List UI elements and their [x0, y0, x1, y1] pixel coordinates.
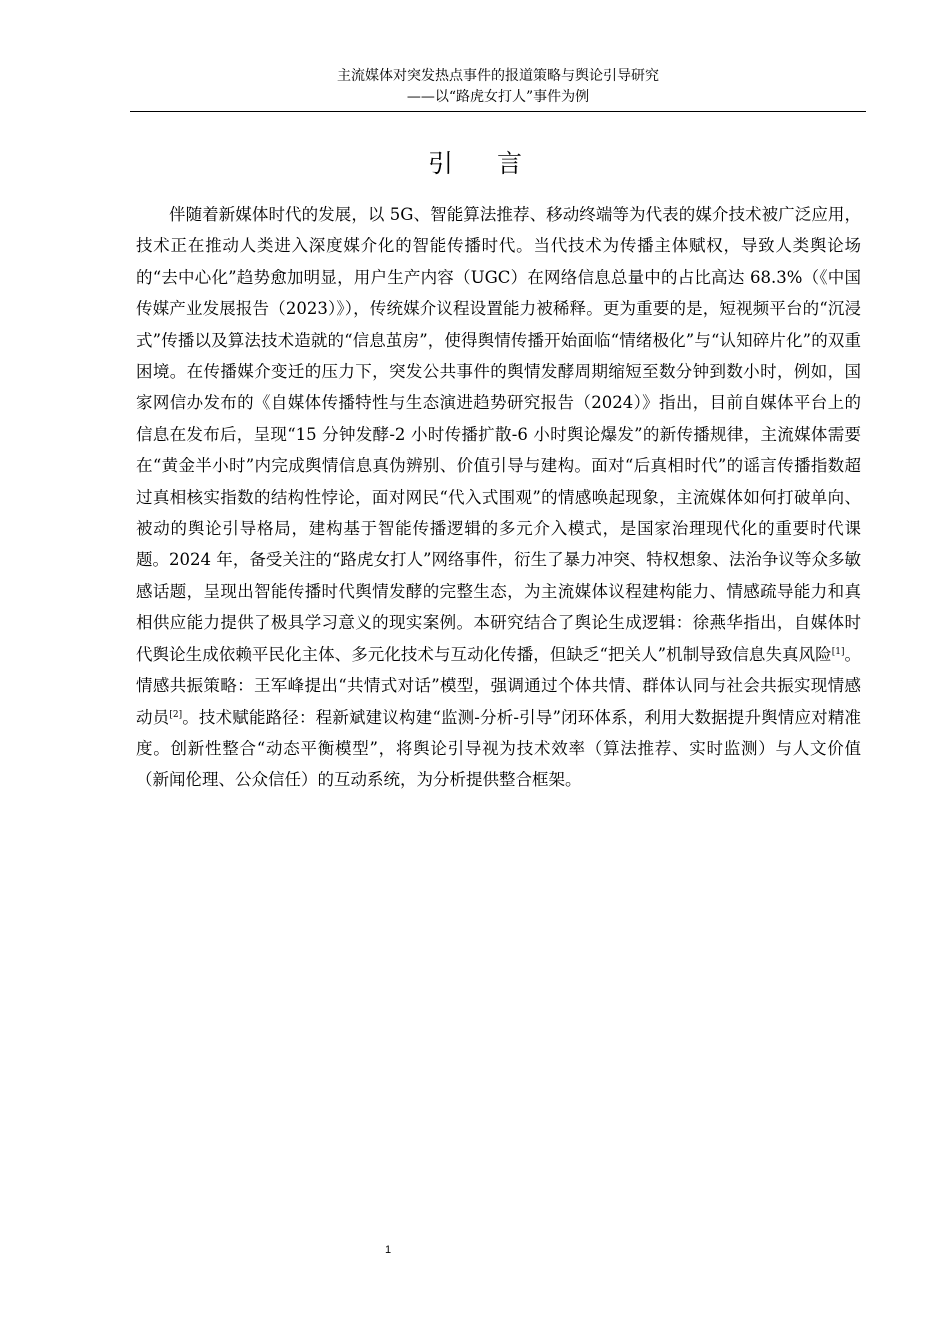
body-paragraph: [136, 199, 861, 796]
section-title-char-2: 言: [497, 149, 523, 178]
section-title: [0, 148, 950, 180]
header-title-line: 主流媒体对突发热点事件的报道策略与舆论引导研究: [337, 68, 659, 84]
page-number: 1: [384, 1244, 392, 1256]
citation-ref-1[interactable]: [1]: [831, 646, 845, 657]
citation-ref-2[interactable]: [2]: [169, 709, 183, 720]
body-text-part-3: 。技术赋能路径：程新斌建议构建“监测-分析-引导”闭环体系，利用大数据提升舆情应对精准度。创新性整合“动态平衡模型”，将舆论引导视为技术效率（算法推荐、实时监测）与人文价值（新闻伦理、公众信任）的互动系统，为分析提供整合框架。: [136, 707, 861, 790]
body-text-part-1: 伴随着新媒体时代的发展，以 5G、智能算法推荐、移动终端等为代表的媒介技术被广泛应用，技术正在推动人类进入深度媒介化的智能传播时代。当代技术为传播主体赋权，导致人类舆论场的“去中心化”趋势愈加明显，用户生产内容（UGC）在网络信息总量中的占比高达 68.3%（《中国传媒产业发展报告（2023）》），传统媒介议程设置能力被稀释。更为重要的是，短视频平台的“沉浸式”传播以及算法技术造就的“信息茧房”，使得舆情传播开始面临“情绪极化”与“认知碎片化”的双重困境。在传播媒介变迁的压力下，突发公共事件的舆情发酵周期缩短至数分钟到数小时，例如，国家网信办发布的《自媒体传播特性与生态演进趋势研究报告（2024）》指出，目前自媒体平台上的信息在发布后，呈现“15 分钟发酵-2 小时传播扩散-6 小时舆论爆发”的新传播规律，主流媒体需要在“黄金半小时”内完成舆情信息真伪辨别、价值引导与建构。面对“后真相时代”的谣言传播指数超过真相核实指数的结构性悖论，面对网民“代入式围观”的情感唤起现象，主流媒体如何打破单向、被动的舆论引导格局，建构基于智能传播逻辑的多元介入模式，是国家治理现代化的重要时代课题。2024 年，备受关注的“路虎女打人”网络事件，衍生了暴力冲突、特权想象、法治争议等众多敏感话题，呈现出智能传播时代舆情发酵的完整生态，为主流媒体议程建构能力、情感疏导能力和真相供应能力提供了极具学习意义的现实案例。本研究结合了舆论生成逻辑：徐燕华指出，自媒体时代舆论生成依赖平民化主体、多元化技术与互动化传播，但缺乏“把关人”机制导致信息失真风险: [136, 205, 861, 664]
header-subtitle-line: ——以“路虎女打人”事件为例: [406, 89, 590, 105]
header-divider: [130, 111, 866, 112]
running-header: [130, 66, 866, 108]
section-title-char-1: 引: [427, 149, 453, 178]
body-text-part-2: 。情感共振策略：王军峰提出“共情式对话”模型，强调通过个体共情、群体认同与社会共振实现情感动员: [136, 644, 862, 727]
